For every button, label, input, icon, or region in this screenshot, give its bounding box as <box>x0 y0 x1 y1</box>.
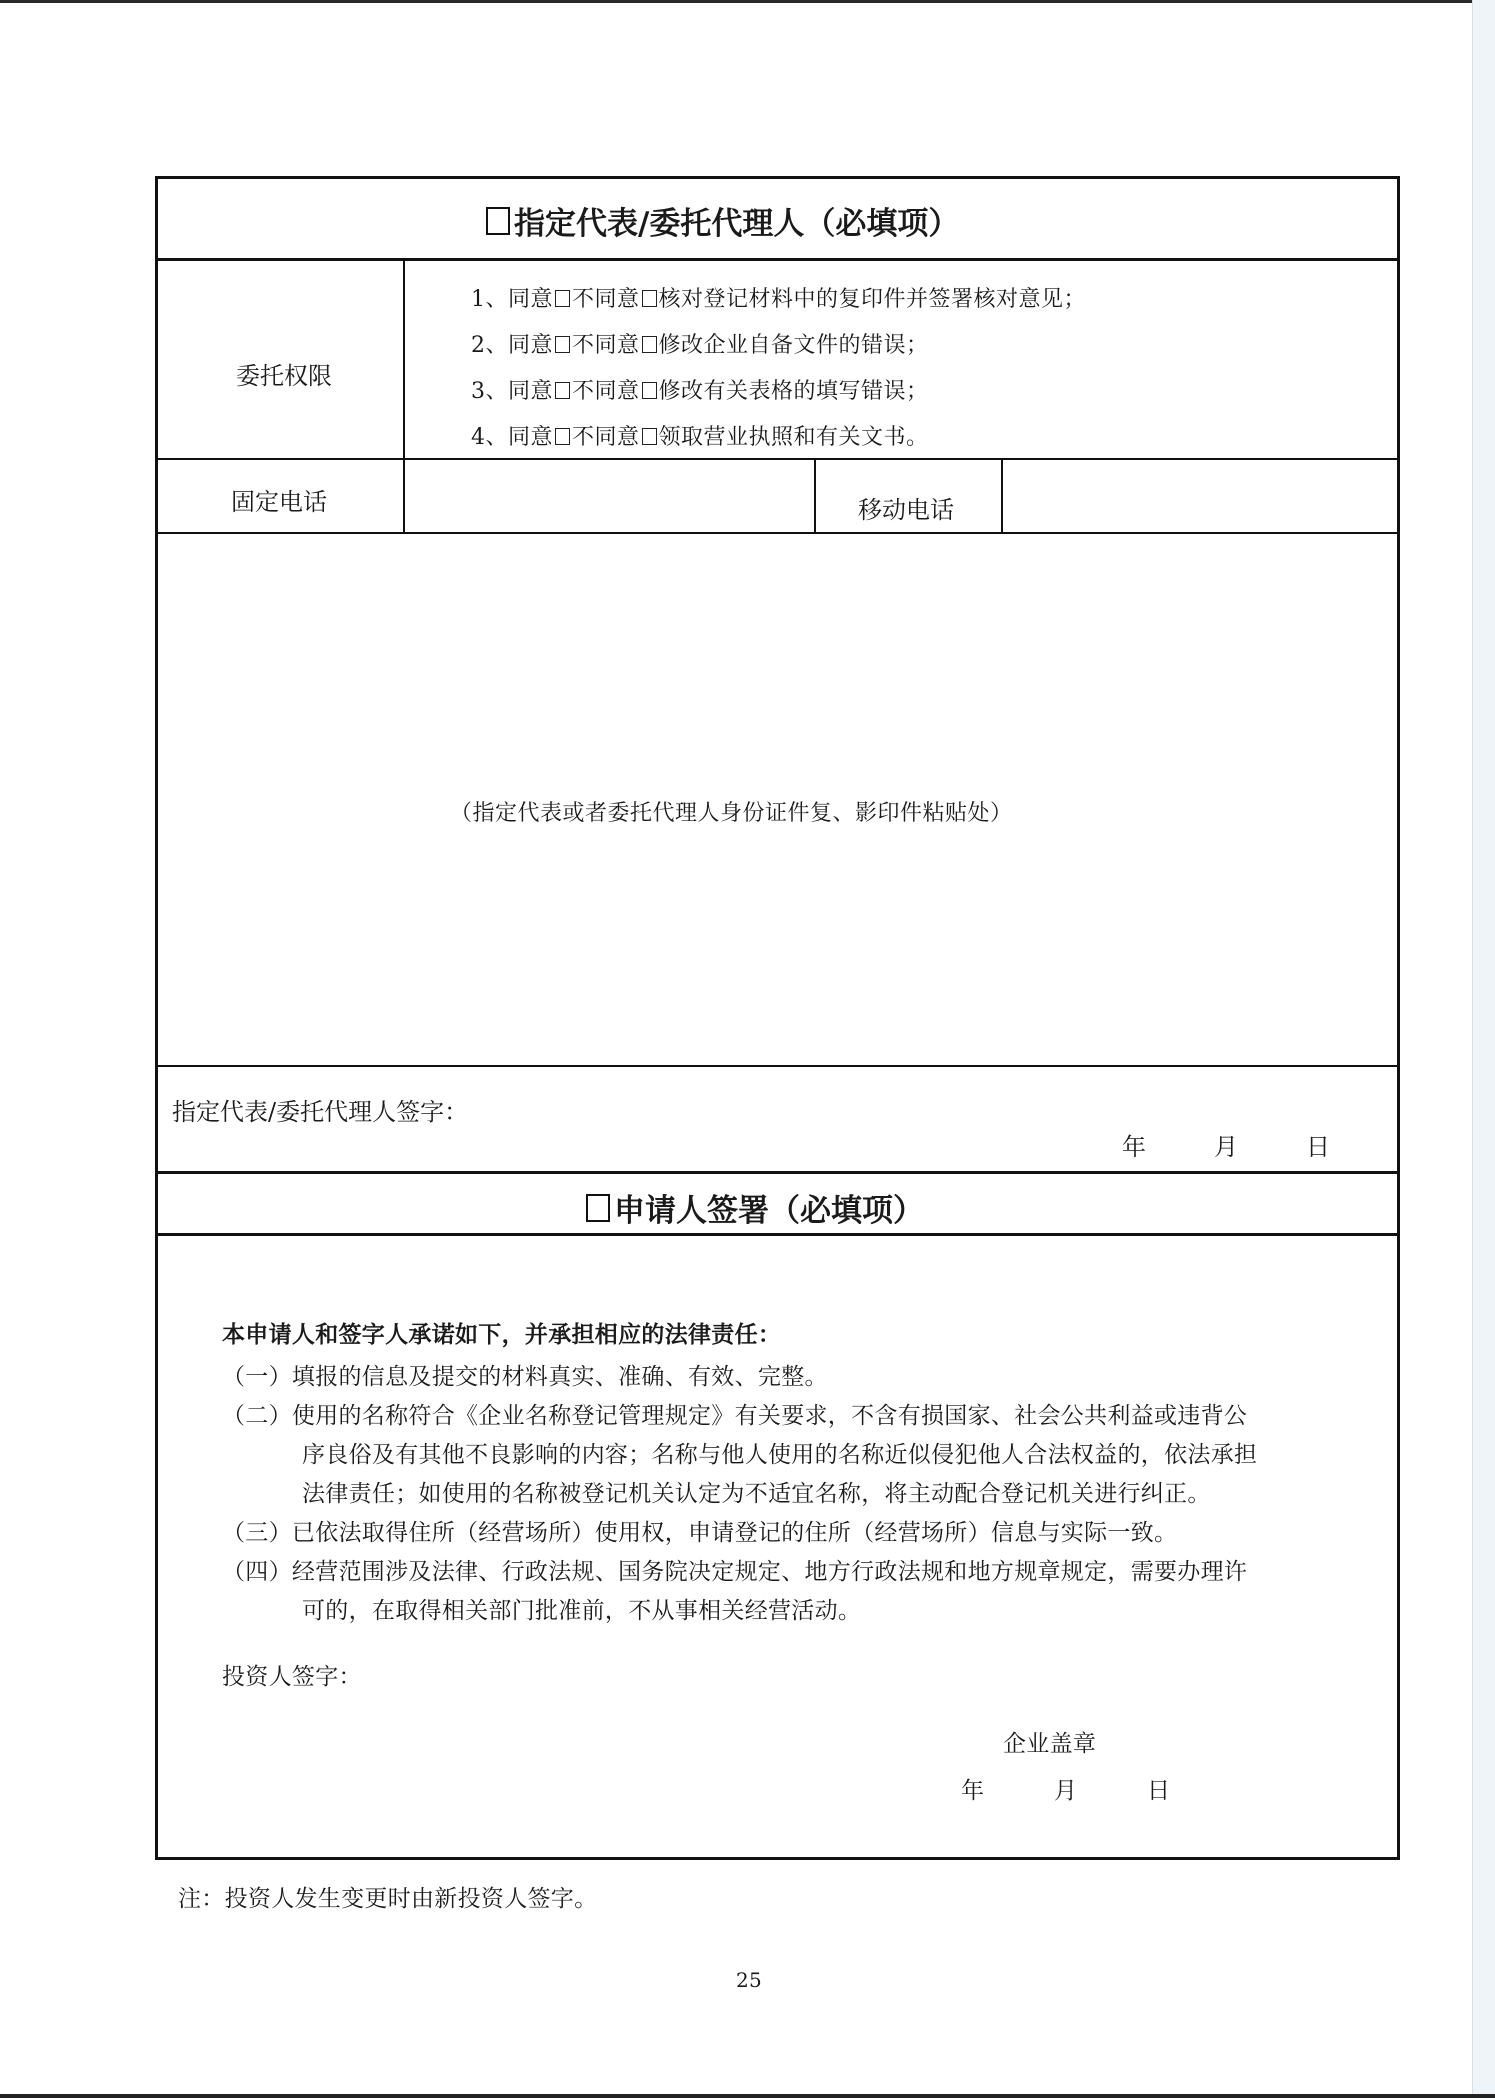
col-divider-mobile <box>1001 458 1003 534</box>
section2-checkbox[interactable] <box>586 1194 610 1222</box>
agree-checkbox[interactable] <box>555 382 570 399</box>
section2-title: 申请人签署（必填项） <box>586 1185 924 1230</box>
footnote: 注：投资人发生变更时由新投资人签字。 <box>178 1886 598 1912</box>
agent-date-day: 日 <box>1306 1133 1330 1161</box>
scan-right-margin <box>1473 0 1495 2098</box>
section1-checkbox[interactable] <box>486 207 510 235</box>
rule-below-title2 <box>155 1233 1400 1236</box>
disagree-checkbox[interactable] <box>642 336 657 353</box>
landline-label: 固定电话 <box>231 488 327 516</box>
authority-item: 3、同意 不同意 修改有关表格的填写错误； <box>471 379 929 404</box>
scan-top-edge <box>0 0 1495 3</box>
col-divider-mid <box>814 458 816 534</box>
commitment-line: 法律责任；如使用的名称被登记机关认定为不适宜名称，将主动配合登记机关进行纠正。 <box>302 1481 1211 1507</box>
scan-bottom-edge <box>0 2094 1495 2098</box>
agent-date-month: 月 <box>1214 1133 1238 1161</box>
rule-below-title1 <box>155 258 1400 261</box>
investor-signature-label: 投资人签字： <box>222 1664 362 1690</box>
rule-below-phone <box>155 532 1400 534</box>
agree-checkbox[interactable] <box>555 336 570 353</box>
scan-right-edge <box>1472 0 1473 2098</box>
rule-above-title2 <box>155 1171 1400 1174</box>
agree-checkbox[interactable] <box>555 290 570 307</box>
disagree-checkbox[interactable] <box>642 428 657 445</box>
disagree-checkbox[interactable] <box>642 290 657 307</box>
agree-checkbox[interactable] <box>555 428 570 445</box>
commitment-line: （四）经营范围涉及法律、行政法规、国务院决定规定、地方行政法规和地方规章规定，需要办理许 <box>222 1559 1248 1585</box>
page-number: 25 <box>736 1968 763 1992</box>
applicant-date-day: 日 <box>1147 1778 1171 1804</box>
commitment-line: （一）填报的信息及提交的材料真实、准确、有效、完整。 <box>222 1364 828 1390</box>
rule-below-authority <box>155 458 1400 460</box>
company-seal-label: 企业盖章 <box>1003 1731 1097 1757</box>
id-paste-area: （指定代表或者委托代理人身份证件复、影印件粘贴处） <box>450 801 1013 826</box>
agent-signature-label: 指定代表/委托代理人签字： <box>172 1098 469 1126</box>
authority-item: 1、同意 不同意 核对登记材料中的复印件并签署核对意见； <box>471 287 1087 312</box>
rule-below-id-area <box>155 1065 1400 1067</box>
commitment-line: （三）已依法取得住所（经营场所）使用权，申请登记的住所（经营场所）信息与实际一致。 <box>222 1520 1178 1546</box>
applicant-date-year: 年 <box>961 1778 985 1804</box>
authority-item: 4、同意 不同意 领取营业执照和有关文书。 <box>471 425 929 450</box>
col-divider-label <box>403 258 405 534</box>
applicant-date-month: 月 <box>1054 1778 1078 1804</box>
commitment-line: （二）使用的名称符合《企业名称登记管理规定》有关要求，不含有损国家、社会公共利益或违背公 <box>222 1403 1248 1429</box>
authority-label: 委托权限 <box>236 362 332 390</box>
agent-date-year: 年 <box>1122 1133 1146 1161</box>
commitment-intro: 本申请人和签字人承诺如下，并承担相应的法律责任： <box>222 1322 782 1348</box>
section1-title: 指定代表/委托代理人（必填项） <box>486 198 959 243</box>
disagree-checkbox[interactable] <box>642 382 657 399</box>
commitment-line: 序良俗及有其他不良影响的内容；名称与他人使用的名称近似侵犯他人合法权益的，依法承担 <box>302 1442 1258 1468</box>
commitment-line: 可的，在取得相关部门批准前，不从事相关经营活动。 <box>302 1598 862 1624</box>
mobile-label: 移动电话 <box>858 496 954 524</box>
authority-item: 2、同意 不同意 修改企业自备文件的错误； <box>471 333 929 358</box>
